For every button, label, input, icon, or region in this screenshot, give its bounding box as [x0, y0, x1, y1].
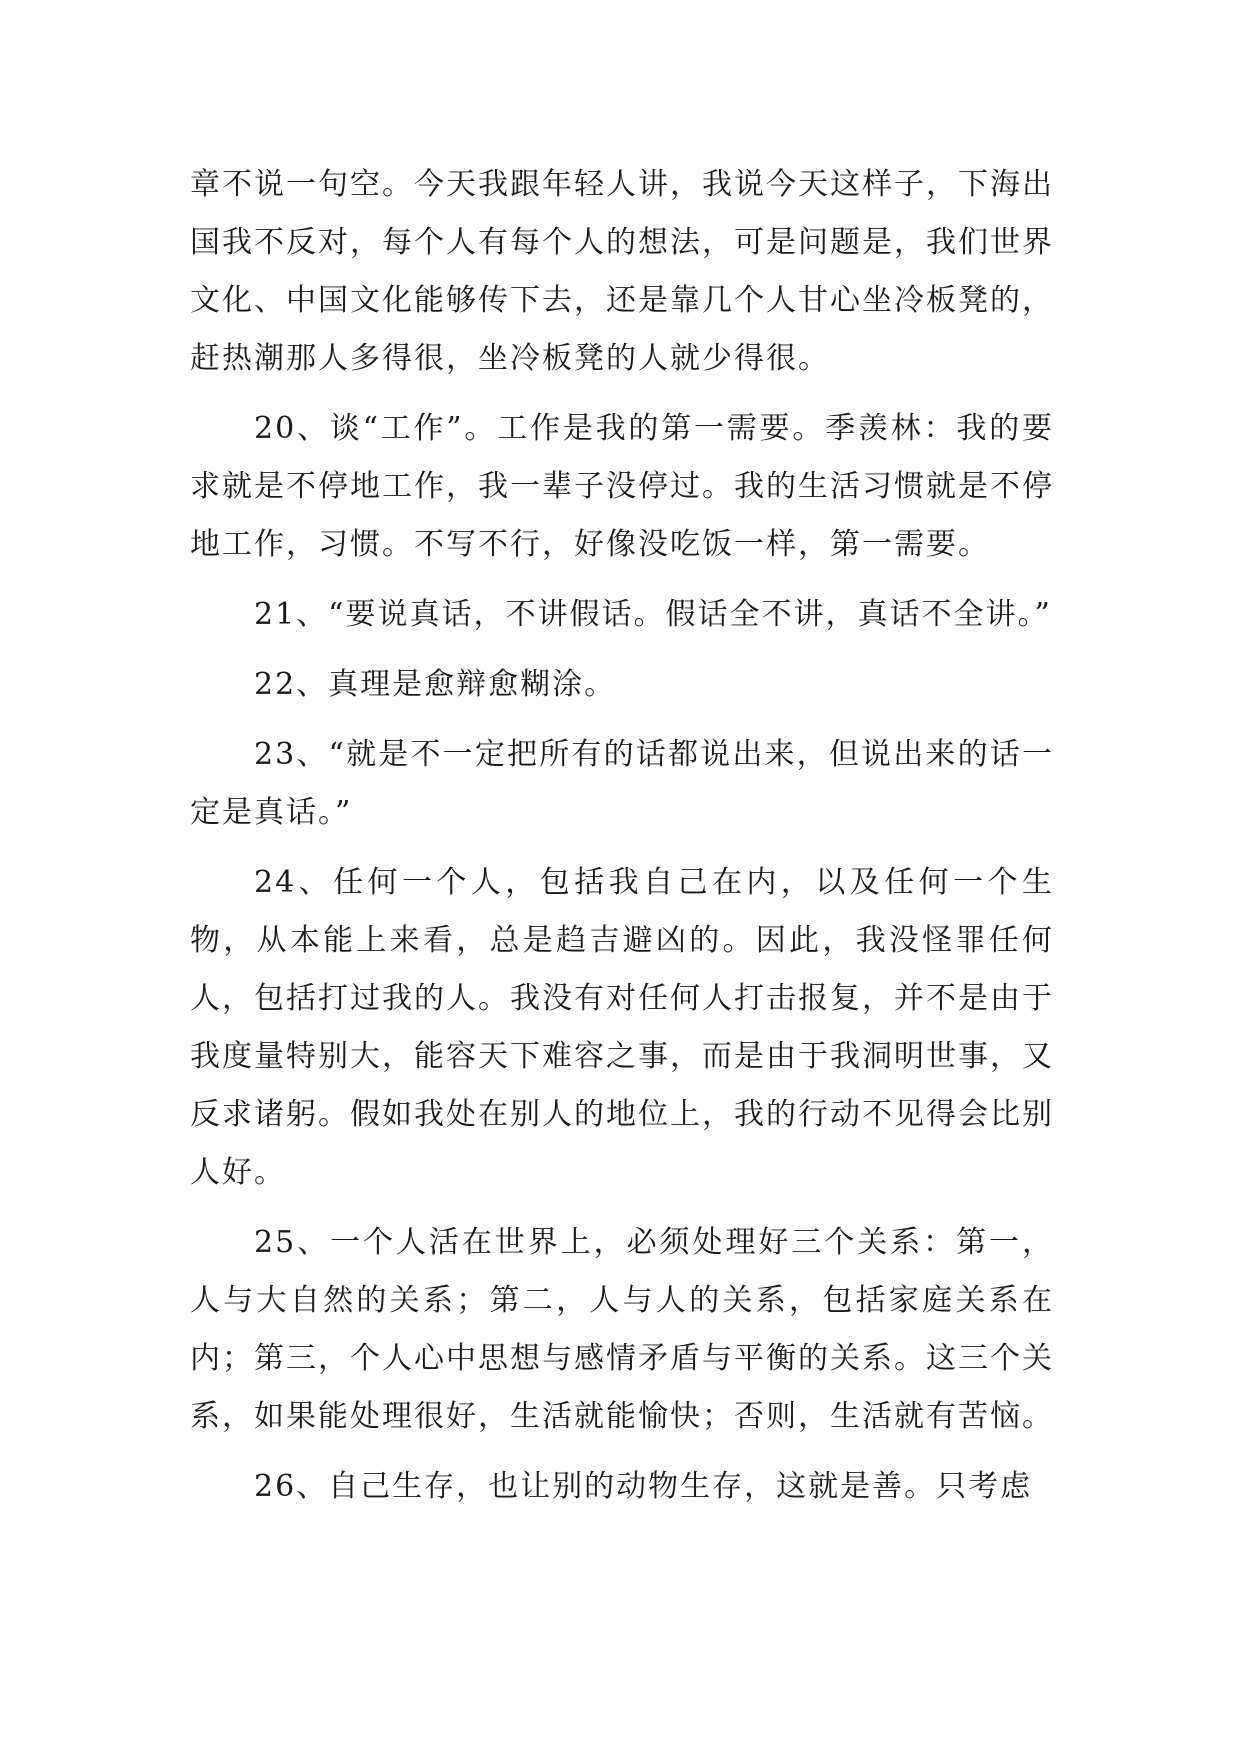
paragraph-item-22: 22、真理是愈辩愈糊涂。	[254, 667, 617, 702]
paragraph-item-24: 24、任何一个人，包括我自己在内，以及任何一个生物，从本能上来看，总是趋吉避凶的。因此，我没怪罪任何人，包括打过我的人。我没有对任何人打击报复，并不是由于我度量特别大，能容天下难容之事，而是由于我洞明世事，又反求诸躬。假如我处在别人的地位上，我的行动不见得会比别人好。	[190, 865, 1054, 1190]
paragraph-item-23: 23、“就是不一定把所有的话都说出来，但说出来的话一定是真话。”	[190, 737, 1054, 830]
paragraph-item-20: 20、谈“工作”。工作是我的第一需要。季羡林：我的要求就是不停地工作，我一辈子没停过。我的生活习惯就是不停地工作，习惯。不写不行，好像没吃饭一样，第一需要。	[190, 411, 1054, 562]
paragraph-item-21: 21、“要说真话，不讲假话。假话全不讲，真话不全讲。”	[254, 597, 1052, 632]
paragraph-continuation: 章不说一句空。今天我跟年轻人讲，我说今天这样子，下海出国我不反对，每个人有每个人的想法，可是问题是，我们世界文化、中国文化能够传下去，还是靠几个人甘心坐冷板凳的，赶热潮那人多得很，坐冷板凳的人就少得很。	[190, 167, 1054, 376]
paragraph-item-25: 25、一个人活在世界上，必须处理好三个关系：第一，人与大自然的关系；第二，人与人的关系，包括家庭关系在内；第三，个人心中思想与感情矛盾与平衡的关系。这三个关系，如果能处理很好，生活就能愉快；否则，生活就有苦恼。	[190, 1225, 1054, 1434]
paragraph-item-26: 26、自己生存，也让别的动物生存，这就是善。只考虑	[254, 1469, 1033, 1504]
document-body	[190, 156, 1054, 1528]
